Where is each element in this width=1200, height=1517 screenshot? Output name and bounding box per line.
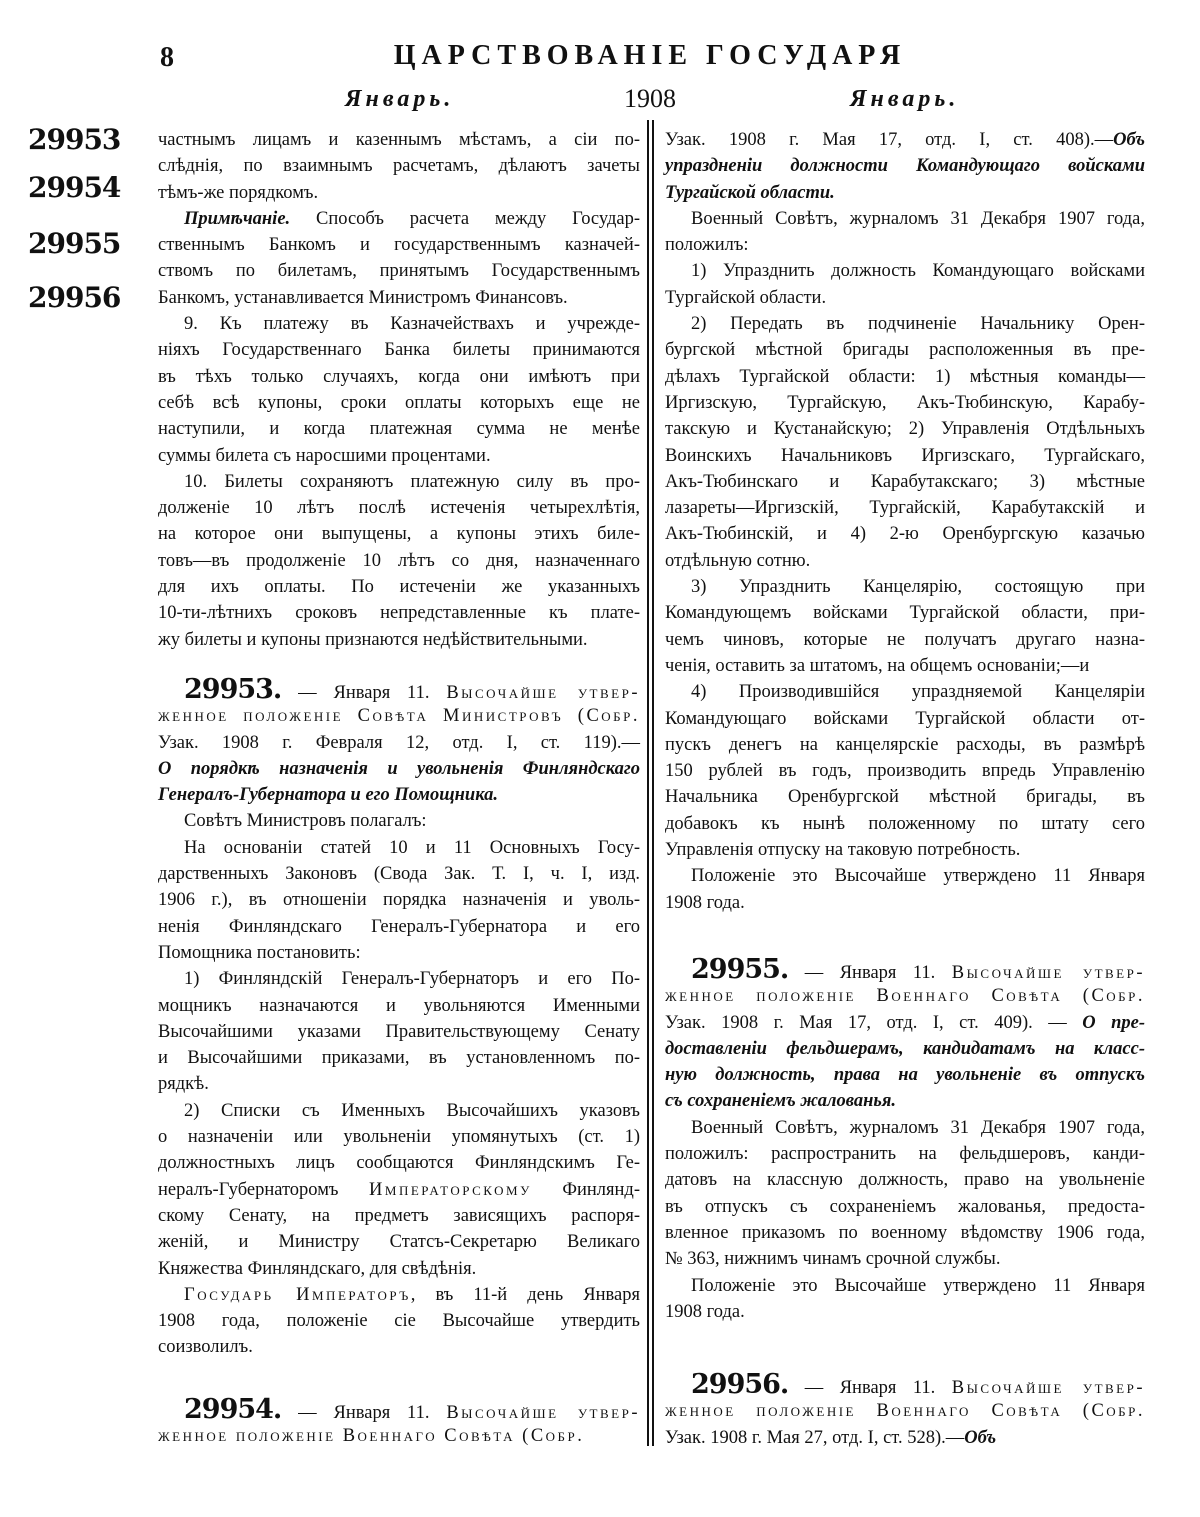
italic-text: Объ bbox=[964, 1427, 997, 1448]
text-line: ченія, оставить за штатомъ, на общемъ основаніи;—и bbox=[665, 655, 1090, 676]
text-segment: Государь Императоръ bbox=[184, 1284, 411, 1305]
text-line: 1908 года. bbox=[665, 892, 745, 913]
running-title: ЦАРСТВОВАНІЕ ГОСУДАРЯ bbox=[393, 40, 907, 71]
text-segment: Высочайше утвер- bbox=[951, 963, 1146, 983]
paragraph bbox=[665, 206, 1145, 259]
text-line bbox=[665, 180, 1145, 206]
text-segment: Высочайше утвер- bbox=[446, 1403, 641, 1423]
paragraph bbox=[158, 206, 640, 311]
text-line: 2) Передать въ подчиненіе Начальнику Орен- bbox=[691, 314, 1145, 335]
text-line: наступили, и когда платежная сумма не менѣе bbox=[158, 419, 640, 440]
text-segment: женное положеніе bbox=[158, 706, 358, 727]
text-line: тѣмъ-же порядкомъ. bbox=[158, 182, 319, 203]
paragraph bbox=[158, 127, 640, 206]
text-line: ніяхъ Государственнаго Банка билеты принимаются bbox=[158, 340, 640, 361]
text-line: долженіе 10 лѣтъ послѣ истеченія четырехлѣтія, bbox=[158, 498, 640, 519]
text-line: Воинскихъ Начальниковъ Иргизскаго, Тургайскаго, bbox=[665, 445, 1145, 466]
text-line: Командующемъ войсками Тургайской области, при- bbox=[665, 603, 1145, 624]
text-line: чемъ чиновъ, которые не получатъ другаго назна- bbox=[665, 629, 1145, 650]
paragraph bbox=[665, 258, 1145, 311]
article-number: 29954. bbox=[184, 1394, 282, 1425]
text-line: датовъ на классную должность, право на увольненіе bbox=[665, 1170, 1145, 1191]
text-line: Военный Совѣтъ, журналомъ 31 Декабря 1907 года, bbox=[691, 1117, 1145, 1138]
text-segment: Высочайше утвер- bbox=[446, 683, 641, 703]
italic-text: доставленіи фельдшерамъ, кандидатамъ на класс- bbox=[665, 1038, 1145, 1059]
text-line: на которое они выпущены, а купоны этихъ биле- bbox=[158, 524, 640, 545]
text-segment: женное положеніе Военнаго Совѣта (Собр. bbox=[158, 1426, 585, 1447]
text-segment: — Января 11. bbox=[281, 683, 447, 703]
text-line: и Высочайшими приказами, въ установленномъ по- bbox=[158, 1048, 640, 1069]
text-line bbox=[158, 703, 640, 729]
paragraph bbox=[158, 1394, 641, 1450]
text-line: ствомъ по билетамъ, принятымъ Государственнымъ bbox=[158, 261, 640, 282]
text-line: положилъ: распространить на фельдшеровъ, канди- bbox=[665, 1144, 1145, 1165]
text-line bbox=[665, 153, 1145, 179]
margin-number: 29955 bbox=[28, 227, 121, 260]
text-segment: нералъ-Губернаторомъ bbox=[158, 1179, 370, 1200]
text-line: скому Сенату, на предметъ зависящихъ распоря- bbox=[158, 1205, 640, 1226]
text-segment: — Января 11. bbox=[788, 1378, 952, 1398]
text-line: жу билеты и купоны признаются недѣйствительными. bbox=[158, 629, 588, 650]
text-line: въ тѣхъ только случаяхъ, когда они имѣютъ при bbox=[158, 366, 640, 387]
text-line: 1908 года. bbox=[665, 1301, 745, 1322]
text-line: слѣднія, по взаимнымъ расчетамъ, дѣлаютъ зачеты bbox=[158, 156, 640, 177]
italic-text: ную должность, права на увольненіе въ отпускъ bbox=[665, 1065, 1145, 1086]
text-line: для ихъ оплаты. По истеченіи же указанныхъ bbox=[158, 577, 640, 598]
text-line bbox=[158, 674, 641, 705]
text-line: лазареты—Иргизскій, Тургайскій, Карабутакскій и bbox=[665, 498, 1145, 519]
text-line bbox=[158, 1394, 641, 1425]
text-line: въ отпускъ съ сохраненіемъ жалованья, предоста- bbox=[665, 1196, 1145, 1217]
text-line: такскую и Кустанайскую; 2) Управленія Отдѣльныхъ bbox=[665, 419, 1145, 440]
paragraph bbox=[665, 574, 1145, 679]
italic-text: Генералъ-Губернатора и его Помощника. bbox=[158, 785, 498, 806]
article-number: 29953. bbox=[184, 674, 282, 705]
text-line: Высочайшими указами Правительствующему Сенату bbox=[158, 1021, 640, 1042]
text-line: ненія Финляндскаго Генералъ-Губернатора и его bbox=[158, 916, 640, 937]
text-line bbox=[665, 1036, 1145, 1062]
text-line: Военный Совѣтъ, журналомъ 31 Декабря 1907 года, bbox=[691, 208, 1145, 229]
text-line bbox=[158, 756, 640, 782]
italic-text: съ сохраненіемъ жалованья. bbox=[665, 1091, 897, 1112]
text-line bbox=[665, 127, 1145, 153]
column-divider bbox=[647, 120, 649, 1446]
text-segment: Узак. 1908 г. Мая 17, отд. I, ст. 409). — bbox=[665, 1012, 1083, 1033]
text-line: ственнымъ Банкомъ и государственнымъ казначей- bbox=[158, 235, 640, 256]
italic-text: Объ bbox=[1113, 130, 1145, 150]
italic-text: упраздненіи должности Командующаго войсками bbox=[665, 156, 1145, 177]
paragraph bbox=[158, 808, 640, 834]
italic-text: Тургайской области. bbox=[665, 182, 835, 203]
text-segment: — Января 11. bbox=[788, 963, 952, 983]
text-line: дарственныхъ Законовъ (Свода Зак. Т. I, ч. I, изд. bbox=[158, 864, 640, 885]
text-line: 1908 года, положеніе сіе Высочайше утвердить bbox=[158, 1311, 640, 1332]
text-line: женій, и Министру Статсъ-Секретарю Великаго bbox=[158, 1232, 640, 1253]
right-column-block bbox=[665, 954, 1146, 1325]
paragraph bbox=[665, 954, 1146, 1115]
text-line: Положеніе это Высочайше утверждено 11 Января bbox=[691, 866, 1145, 887]
text-line: мощникъ назначаются и увольняются Именными bbox=[158, 995, 640, 1016]
italic-text: О пре- bbox=[1082, 1012, 1145, 1033]
text-line: Управленія отпуску на таковую потребность. bbox=[665, 840, 1021, 861]
text-line: Акъ-Тюбинскій, и 4) 2-ю Оренбургскую казачью bbox=[665, 524, 1145, 545]
text-line: Княжества Финляндскаго, для свѣдѣнія. bbox=[158, 1258, 477, 1279]
text-line: 1) Упразднить должность Командующаго войсками bbox=[691, 261, 1145, 282]
text-line bbox=[158, 782, 640, 808]
text-line: 1906 г.), въ отношеніи порядка назначенія и уволь- bbox=[158, 890, 640, 911]
text-line bbox=[665, 954, 1146, 985]
page-number: 8 bbox=[160, 42, 174, 73]
paragraph bbox=[665, 679, 1145, 863]
text-line: должностныхъ лицъ сообщаются Финляндскимъ Ге- bbox=[158, 1153, 640, 1174]
text-line: Начальника Оренбургской мѣстной бригады, въ bbox=[665, 787, 1145, 808]
text-segment: Финлянд- bbox=[531, 1179, 640, 1200]
text-line: Положеніе это Высочайше утверждено 11 Января bbox=[691, 1275, 1145, 1296]
right-column-block bbox=[665, 127, 1145, 916]
text-segment: — Января 11. bbox=[281, 1403, 447, 1423]
text-line bbox=[158, 206, 640, 232]
paragraph bbox=[665, 1115, 1145, 1273]
text-line: рядкѣ. bbox=[158, 1074, 209, 1095]
text-line bbox=[665, 983, 1145, 1009]
text-line: 10-ти-лѣтнихъ сроковъ непредставленные къ плате- bbox=[158, 603, 640, 624]
italic-text: О порядкѣ назначенія и увольненія Финляндскаго bbox=[158, 758, 640, 779]
text-line bbox=[665, 1398, 1145, 1424]
text-segment: Совѣта Министровъ (Собр. bbox=[357, 706, 640, 727]
text-line bbox=[665, 1062, 1145, 1088]
margin-number: 29954 bbox=[28, 171, 121, 204]
paragraph bbox=[158, 966, 640, 1097]
text-line: 2) Списки съ Именныхъ Высочайшихъ указовъ bbox=[184, 1100, 640, 1121]
text-line: Помощника постановить: bbox=[158, 942, 361, 963]
text-line: 1) Финляндскій Генералъ-Губернаторъ и его По- bbox=[184, 969, 640, 990]
paragraph bbox=[158, 674, 641, 808]
text-line: 10. Билеты сохраняютъ платежную силу въ про- bbox=[184, 471, 640, 492]
left-column-block bbox=[158, 1394, 641, 1450]
year-heading: 1908 bbox=[624, 84, 676, 113]
paragraph bbox=[665, 127, 1145, 206]
text-segment: Узак. 1908 г. Мая 17, отд. I, ст. 408).— bbox=[665, 130, 1114, 150]
paragraph bbox=[665, 1369, 1146, 1451]
text-segment: , въ 11-й день Января bbox=[410, 1284, 640, 1305]
column-divider bbox=[652, 120, 654, 1446]
text-line: бургской мѣстной бригады расположенныя въ пре- bbox=[665, 340, 1145, 361]
text-line: На основаніи статей 10 и 11 Основныхъ Госу- bbox=[184, 837, 640, 858]
text-line: отдѣльную сотню. bbox=[665, 550, 811, 571]
paragraph bbox=[665, 311, 1145, 574]
text-segment: Узак. 1908 г. Мая 27, отд. I, ст. 528).— bbox=[665, 1427, 965, 1448]
paragraph bbox=[158, 1098, 640, 1282]
paragraph bbox=[665, 863, 1145, 916]
text-line: 9. Къ платежу въ Казначействахъ и учрежде- bbox=[184, 314, 640, 335]
text-line: Банкомъ, устанавливается Министромъ Финансовъ. bbox=[158, 287, 568, 308]
text-segment: женное положеніе Военнаго Совѣта (Собр. bbox=[665, 986, 1145, 1007]
right-column-block bbox=[665, 1369, 1146, 1451]
text-line: положилъ: bbox=[665, 235, 749, 256]
text-line: Совѣтъ Министровъ полагалъ: bbox=[184, 811, 427, 832]
left-column-block bbox=[158, 674, 641, 1361]
text-line bbox=[158, 1282, 640, 1308]
article-number: 29955. bbox=[691, 954, 789, 985]
month-left: Январь. bbox=[345, 86, 455, 112]
text-line: 150 рублей въ годъ, производить впредь Управленію bbox=[665, 761, 1145, 782]
text-line bbox=[665, 1425, 1145, 1451]
paragraph bbox=[158, 1282, 640, 1361]
text-line: дѣлахъ Тургайской области: 1) мѣстныя команды— bbox=[665, 366, 1145, 387]
month-right: Январь. bbox=[850, 86, 960, 112]
text-segment: Императорскому bbox=[369, 1179, 532, 1200]
margin-number: 29956 bbox=[28, 281, 121, 314]
text-line: себѣ всѣ купоны, сроки оплаты которыхъ еще не bbox=[158, 392, 640, 413]
text-line: Командующаго войсками Тургайской области от- bbox=[665, 708, 1145, 729]
text-segment: Высочайше утвер- bbox=[951, 1378, 1146, 1398]
left-column-block bbox=[158, 127, 640, 653]
text-line: Иргизскую, Тургайскую, Акъ-Тюбинскую, Карабу- bbox=[665, 392, 1145, 413]
text-line: Тургайской области. bbox=[665, 287, 827, 308]
paragraph bbox=[158, 835, 640, 966]
text-line: Акъ-Тюбинскаго и Карабутакскаго; 3) мѣстные bbox=[665, 471, 1145, 492]
text-line bbox=[158, 1423, 640, 1449]
text-line: добавокъ къ нынѣ положенному по штату сего bbox=[665, 813, 1145, 834]
text-line: Узак. 1908 г. Февраля 12, отд. I, ст. 119).— bbox=[158, 732, 640, 753]
text-line bbox=[665, 1369, 1146, 1400]
paragraph bbox=[665, 1273, 1145, 1326]
text-line bbox=[665, 1010, 1145, 1036]
margin-number: 29953 bbox=[28, 123, 121, 156]
text-line: товъ—въ продолженіе 10 лѣтъ со дня, назначеннаго bbox=[158, 550, 640, 571]
text-line: вленное приказомъ по военному вѣдомству 1906 года, bbox=[665, 1222, 1145, 1243]
text-segment: Способъ расчета между Государ- bbox=[290, 208, 640, 229]
text-line: 3) Упразднить Канцелярію, состоящую при bbox=[691, 577, 1145, 598]
text-line bbox=[665, 1088, 1145, 1114]
text-line: 4) Производившійся упраздняемой Канцеляріи bbox=[691, 682, 1145, 703]
text-line: пускъ денегъ на канцелярскіе расходы, въ размѣрѣ bbox=[665, 734, 1145, 755]
paragraph bbox=[158, 469, 640, 653]
text-line bbox=[158, 1177, 640, 1203]
article-number: 29956. bbox=[691, 1369, 789, 1400]
text-line: о назначеніи или увольненіи упомянутыхъ (ст. 1) bbox=[158, 1127, 640, 1148]
text-line: частнымъ лицамъ и казеннымъ мѣстамъ, а сіи по- bbox=[158, 130, 640, 150]
text-line: суммы билета съ наросшими процентами. bbox=[158, 445, 491, 466]
paragraph bbox=[158, 311, 640, 469]
text-line: № 363, нижнимъ чинамъ срочной службы. bbox=[665, 1249, 1001, 1270]
text-segment: женное положеніе Военнаго Совѣта (Собр. bbox=[665, 1401, 1145, 1422]
text-line: соизволилъ. bbox=[158, 1337, 253, 1358]
italic-text: Примѣчаніе. bbox=[184, 208, 291, 229]
